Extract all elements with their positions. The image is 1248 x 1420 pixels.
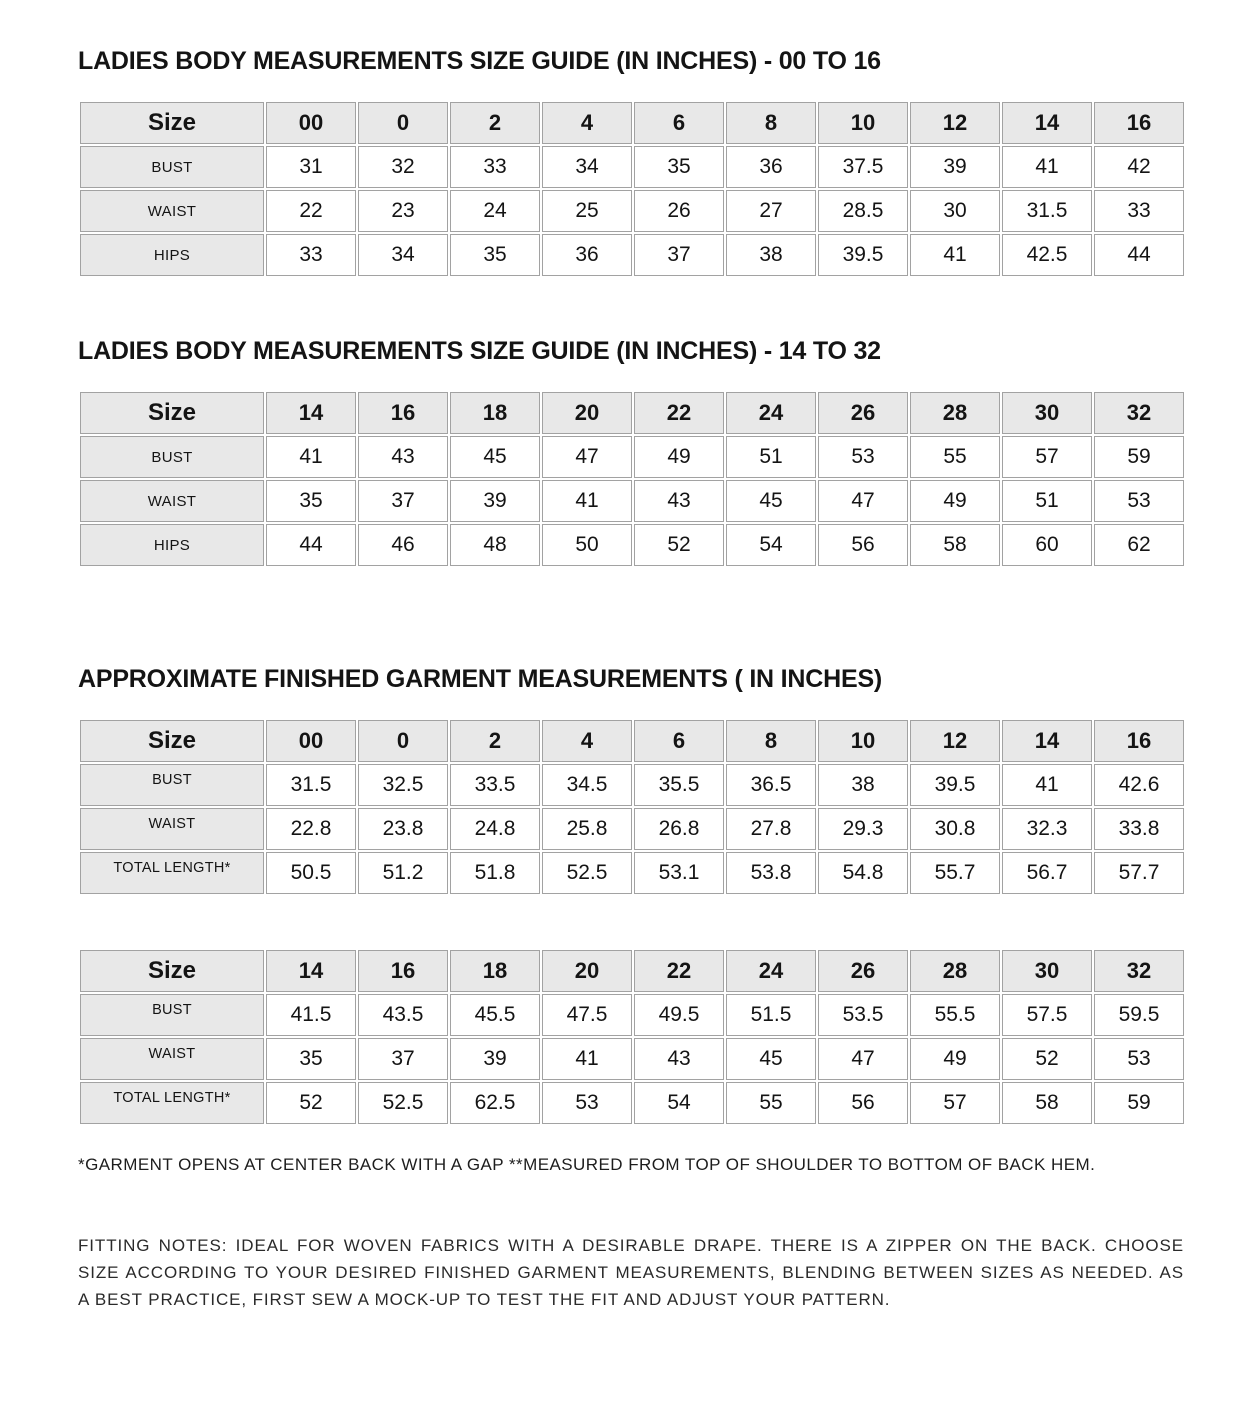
size-guide-sections [78,46,1186,1126]
size-header-cell: Size [80,102,264,144]
measurement-value: 57 [910,1082,1000,1124]
measurement-value: 34.5 [542,764,632,806]
column-header: 32 [1094,392,1184,434]
measurement-value: 33.8 [1094,808,1184,850]
column-header: 12 [910,102,1000,144]
measurement-value: 36.5 [726,764,816,806]
section-title: LADIES BODY MEASUREMENTS SIZE GUIDE (IN INCHES) - 00 TO 16 [78,47,881,75]
measurement-value: 39 [450,480,540,522]
measurement-value: 41 [266,436,356,478]
measurement-value: 35 [450,234,540,276]
measurement-value: 59.5 [1094,994,1184,1036]
measurement-value: 28.5 [818,190,908,232]
table-row [80,436,1184,478]
measurement-value: 29.3 [818,808,908,850]
column-header: 00 [266,720,356,762]
measurement-value: 53.8 [726,852,816,894]
measurement-value: 44 [266,524,356,566]
row-label: BUST [80,146,264,188]
size-guide-section-3 [78,664,1186,896]
column-header: 14 [266,950,356,992]
size-table [78,718,1186,896]
column-header: 0 [358,720,448,762]
row-label: BUST [80,764,264,806]
table-row [80,852,1184,894]
measurement-value: 54.8 [818,852,908,894]
column-header: 14 [1002,720,1092,762]
column-header: 20 [542,950,632,992]
measurement-value: 42.6 [1094,764,1184,806]
table-row [80,808,1184,850]
table-row [80,1038,1184,1080]
measurement-value: 25 [542,190,632,232]
measurement-value: 53.1 [634,852,724,894]
column-header: 28 [910,392,1000,434]
row-label: BUST [80,436,264,478]
measurement-value: 33 [266,234,356,276]
measurement-value: 31.5 [1002,190,1092,232]
measurement-value: 26 [634,190,724,232]
measurement-value: 62.5 [450,1082,540,1124]
measurement-value: 39.5 [818,234,908,276]
measurement-value: 51 [1002,480,1092,522]
table-row [80,994,1184,1036]
size-table [78,390,1186,568]
measurement-value: 45 [450,436,540,478]
size-guide-section-2 [78,336,1186,568]
measurement-value: 24 [450,190,540,232]
column-header: 2 [450,102,540,144]
measurement-value: 55 [726,1082,816,1124]
section-title: LADIES BODY MEASUREMENTS SIZE GUIDE (IN INCHES) - 14 TO 32 [78,337,881,365]
measurement-value: 39 [450,1038,540,1080]
column-header: 32 [1094,950,1184,992]
measurement-value: 37.5 [818,146,908,188]
column-header: 8 [726,102,816,144]
measurement-value: 41 [1002,146,1092,188]
column-header: 8 [726,720,816,762]
table-header-row [80,950,1184,992]
table-row [80,190,1184,232]
column-header: 14 [1002,102,1092,144]
row-label: WAIST [80,190,264,232]
measurement-value: 30.8 [910,808,1000,850]
measurement-value: 39 [910,146,1000,188]
measurement-value: 60 [1002,524,1092,566]
table-row [80,524,1184,566]
measurement-value: 55 [910,436,1000,478]
measurement-value: 50.5 [266,852,356,894]
measurement-value: 32.3 [1002,808,1092,850]
measurement-value: 49.5 [634,994,724,1036]
measurement-value: 24.8 [450,808,540,850]
table-row [80,234,1184,276]
measurement-value: 38 [726,234,816,276]
column-header: 16 [1094,720,1184,762]
row-label: HIPS [80,524,264,566]
row-label: BUST [80,994,264,1036]
measurement-value: 59 [1094,436,1184,478]
measurement-value: 41 [1002,764,1092,806]
measurement-value: 55.7 [910,852,1000,894]
measurement-value: 36 [726,146,816,188]
size-header-cell: Size [80,720,264,762]
size-guide-section-1 [78,46,1186,278]
measurement-value: 47 [818,1038,908,1080]
table-row [80,146,1184,188]
measurement-value: 36 [542,234,632,276]
row-label: WAIST [80,1038,264,1080]
measurement-value: 46 [358,524,448,566]
column-header: 00 [266,102,356,144]
column-header: 0 [358,102,448,144]
measurement-value: 27 [726,190,816,232]
measurement-value: 51.5 [726,994,816,1036]
measurement-value: 44 [1094,234,1184,276]
column-header: 18 [450,392,540,434]
measurement-value: 53 [1094,1038,1184,1080]
measurement-value: 47.5 [542,994,632,1036]
column-header: 2 [450,720,540,762]
column-header: 20 [542,392,632,434]
column-header: 28 [910,950,1000,992]
measurement-value: 43 [358,436,448,478]
row-label: TOTAL LENGTH* [80,852,264,894]
section-title: APPROXIMATE FINISHED GARMENT MEASUREMENTS ( IN INCHES) [78,665,883,693]
measurement-value: 41 [542,480,632,522]
measurement-value: 35 [266,480,356,522]
row-label: TOTAL LENGTH* [80,1082,264,1124]
measurement-value: 56 [818,524,908,566]
table-row [80,1082,1184,1124]
measurement-value: 62 [1094,524,1184,566]
measurement-value: 32 [358,146,448,188]
row-label: WAIST [80,808,264,850]
measurement-value: 35.5 [634,764,724,806]
column-header: 4 [542,720,632,762]
column-header: 4 [542,102,632,144]
measurement-value: 45.5 [450,994,540,1036]
measurement-value: 41 [910,234,1000,276]
measurement-value: 33.5 [450,764,540,806]
column-header: 24 [726,392,816,434]
size-header-cell: Size [80,950,264,992]
row-label: HIPS [80,234,264,276]
measurement-value: 30 [910,190,1000,232]
measurement-value: 38 [818,764,908,806]
measurement-value: 52 [634,524,724,566]
measurement-value: 52.5 [542,852,632,894]
measurement-value: 39.5 [910,764,1000,806]
size-guide-section-4 [78,948,1186,1126]
column-header: 6 [634,720,724,762]
column-header: 22 [634,392,724,434]
column-header: 26 [818,950,908,992]
measurement-value: 25.8 [542,808,632,850]
measurement-value: 51 [726,436,816,478]
measurement-value: 37 [358,1038,448,1080]
column-header: 16 [1094,102,1184,144]
row-label: WAIST [80,480,264,522]
measurement-value: 41 [542,1038,632,1080]
table-row [80,764,1184,806]
measurement-value: 53 [542,1082,632,1124]
measurement-value: 33 [450,146,540,188]
measurement-value: 43.5 [358,994,448,1036]
size-table [78,948,1186,1126]
measurement-value: 34 [358,234,448,276]
measurement-value: 49 [910,1038,1000,1080]
measurement-value: 54 [726,524,816,566]
measurement-value: 41.5 [266,994,356,1036]
measurement-value: 56 [818,1082,908,1124]
size-header-cell: Size [80,392,264,434]
measurement-value: 35 [266,1038,356,1080]
measurement-value: 33 [1094,190,1184,232]
measurement-value: 34 [542,146,632,188]
measurement-value: 23.8 [358,808,448,850]
measurement-value: 52 [1002,1038,1092,1080]
fitting-notes: FITTING NOTES: IDEAL FOR WOVEN FABRICS WITH A DESIRABLE DRAPE. THERE IS A ZIPPER ON THE BACK. CHOOSE SIZE ACCORDING TO YOUR DESIRED FINISHED GARMENT MEASUREMENTS, BLENDING BETWEEN SIZES AS NEEDED. AS A BEST PRACTICE, FIRST SEW A MOCK-UP TO TEST THE FIT AND ADJUST YOUR PATTERN. [78,1236,1184,1309]
measurement-value: 45 [726,480,816,522]
measurement-value: 48 [450,524,540,566]
measurement-value: 26.8 [634,808,724,850]
measurement-value: 42 [1094,146,1184,188]
measurement-value: 43 [634,480,724,522]
measurement-value: 50 [542,524,632,566]
column-header: 10 [818,720,908,762]
column-header: 18 [450,950,540,992]
measurement-value: 23 [358,190,448,232]
measurement-value: 57.7 [1094,852,1184,894]
measurement-value: 49 [634,436,724,478]
column-header: 16 [358,392,448,434]
measurement-value: 53 [818,436,908,478]
measurement-value: 54 [634,1082,724,1124]
column-header: 10 [818,102,908,144]
measurement-value: 37 [358,480,448,522]
measurement-value: 57 [1002,436,1092,478]
column-header: 14 [266,392,356,434]
measurement-value: 52 [266,1082,356,1124]
measurement-value: 22 [266,190,356,232]
column-header: 16 [358,950,448,992]
table-row [80,480,1184,522]
measurement-value: 51.8 [450,852,540,894]
garment-footnote: *GARMENT OPENS AT CENTER BACK WITH A GAP **MEASURED FROM TOP OF SHOULDER TO BOTTOM OF BACK HEM. [78,1155,1096,1174]
column-header: 30 [1002,392,1092,434]
measurement-value: 58 [910,524,1000,566]
column-header: 30 [1002,950,1092,992]
measurement-value: 32.5 [358,764,448,806]
column-header: 6 [634,102,724,144]
measurement-value: 43 [634,1038,724,1080]
measurement-value: 53.5 [818,994,908,1036]
measurement-value: 31 [266,146,356,188]
measurement-value: 42.5 [1002,234,1092,276]
measurement-value: 45 [726,1038,816,1080]
table-header-row [80,102,1184,144]
measurement-value: 47 [818,480,908,522]
measurement-value: 57.5 [1002,994,1092,1036]
column-header: 12 [910,720,1000,762]
measurement-value: 52.5 [358,1082,448,1124]
measurement-value: 47 [542,436,632,478]
measurement-value: 55.5 [910,994,1000,1036]
measurement-value: 27.8 [726,808,816,850]
column-header: 26 [818,392,908,434]
measurement-value: 51.2 [358,852,448,894]
column-header: 22 [634,950,724,992]
measurement-value: 31.5 [266,764,356,806]
measurement-value: 35 [634,146,724,188]
measurement-value: 59 [1094,1082,1184,1124]
measurement-value: 56.7 [1002,852,1092,894]
size-table [78,100,1186,278]
measurement-value: 49 [910,480,1000,522]
measurement-value: 22.8 [266,808,356,850]
measurement-value: 37 [634,234,724,276]
table-header-row [80,392,1184,434]
measurement-value: 53 [1094,480,1184,522]
measurement-value: 58 [1002,1082,1092,1124]
column-header: 24 [726,950,816,992]
table-header-row [80,720,1184,762]
size-guide-document [78,46,1186,1313]
